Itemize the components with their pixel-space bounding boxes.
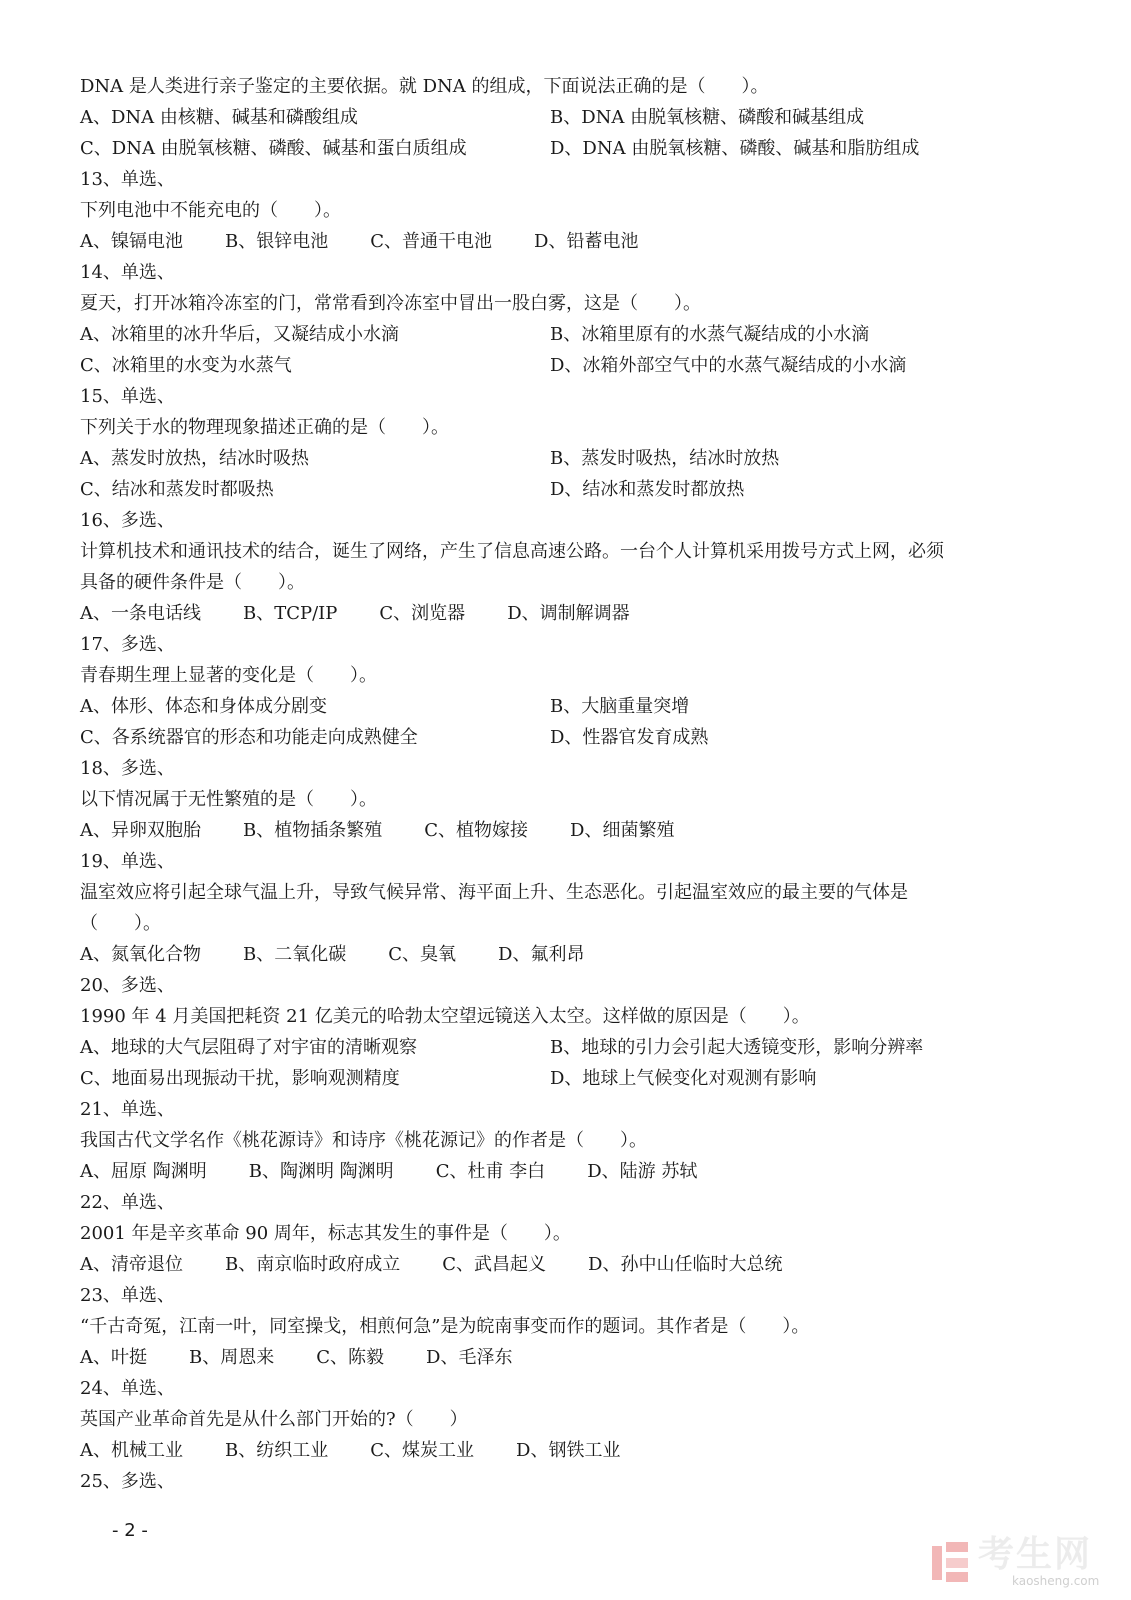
page-number: - 2 - [112,1520,148,1541]
option-b: B、南京临时政府成立 [225,1254,401,1275]
option-b: B、银锌电池 [225,231,329,252]
question-list [80,71,1040,1497]
logo-icon [928,1540,972,1584]
option-c: C、各系统器官的形态和功能走向成熟健全 [80,727,418,748]
question-19-options [80,939,1040,970]
option-c: C、结冰和蒸发时都吸热 [80,479,274,500]
option-d: D、冰箱外部空气中的水蒸气凝结成的小水滴 [550,355,907,376]
question-19-stem-line-2: （ ）。 [80,913,161,934]
question-14-options-row-1 [80,319,1040,350]
question-22-heading: 22、单选、 [80,1192,175,1213]
question-18-options [80,815,1040,846]
question-25-heading: 25、多选、 [80,1471,175,1492]
question-16-stem-line-1: 计算机技术和通讯技术的结合，诞生了网络，产生了信息高速公路。一台个人计算机采用拨号方式上网，必须 [80,541,944,562]
option-a: A、氮氧化合物 [80,944,201,965]
question-13-heading: 13、单选、 [80,169,175,190]
option-d: D、氟利昂 [498,944,585,965]
option-d: D、性器官发育成熟 [550,727,709,748]
question-24-options [80,1435,1040,1466]
question-22-stem: 2001 年是辛亥革命 90 周年，标志其发生的事件是（ ）。 [80,1223,571,1244]
option-d: D、铅蓄电池 [534,231,639,252]
option-b: B、冰箱里原有的水蒸气凝结成的小水滴 [550,324,870,345]
question-17-stem: 青春期生理上显著的变化是（ ）。 [80,665,377,686]
question-23-heading: 23、单选、 [80,1285,175,1306]
question-22-options [80,1249,1040,1280]
question-24-heading: 24、单选、 [80,1378,175,1399]
question-18-heading: 18、多选、 [80,758,175,779]
option-c: C、植物嫁接 [424,820,529,841]
option-a: A、机械工业 [80,1440,183,1461]
option-d: D、结冰和蒸发时都放热 [550,479,745,500]
option-d: D、细菌繁殖 [570,820,675,841]
question-17-options-row-1 [80,691,1040,722]
question-15-options-row-2 [80,474,1040,505]
question-21-options [80,1156,1040,1187]
question-12-stem: DNA 是人类进行亲子鉴定的主要依据。就 DNA 的组成，下面说法正确的是（ ）。 [80,76,769,97]
logo-text: 考生网 [978,1534,1093,1575]
question-13-stem: 下列电池中不能充电的（ ）。 [80,200,341,221]
question-21-heading: 21、单选、 [80,1099,175,1120]
option-b: B、蒸发时吸热，结冰时放热 [550,448,780,469]
option-d: D、DNA 由脱氧核糖、磷酸、碱基和脂肪组成 [550,138,920,159]
option-b: B、植物插条繁殖 [243,820,383,841]
question-16-options [80,598,1040,629]
option-b: B、TCP/IP [243,603,338,624]
question-20-options-row-2 [80,1063,1040,1094]
option-c: C、陈毅 [316,1347,385,1368]
option-b: B、大脑重量突增 [550,696,690,717]
option-c: C、杜甫 李白 [435,1161,546,1182]
question-20-stem: 1990 年 4 月美国把耗资 21 亿美元的哈勃太空望远镜送入太空。这样做的原因是（ ）。 [80,1006,810,1027]
option-a: A、异卵双胞胎 [80,820,201,841]
question-20-options-row-1 [80,1032,1040,1063]
option-b: B、DNA 由脱氧核糖、磷酸和碱基组成 [550,107,865,128]
option-d: D、陆游 苏轼 [587,1161,698,1182]
option-a: A、屈原 陶渊明 [80,1161,207,1182]
option-c: C、臭氧 [388,944,457,965]
question-19-heading: 19、单选、 [80,851,175,872]
question-14-options-row-2 [80,350,1040,381]
question-15-stem: 下列关于水的物理现象描述正确的是（ ）。 [80,417,449,438]
option-c: C、DNA 由脱氧核糖、磷酸、碱基和蛋白质组成 [80,138,467,159]
question-15-heading: 15、单选、 [80,386,175,407]
option-b: B、周恩来 [189,1347,275,1368]
option-a: A、一条电话线 [80,603,201,624]
question-19-stem-line-1: 温室效应将引起全球气温上升，导致气候异常、海平面上升、生态恶化。引起温室效应的最主要的气体是 [80,882,908,903]
option-b: B、纺织工业 [225,1440,329,1461]
option-c: C、地面易出现振动干扰，影响观测精度 [80,1068,400,1089]
question-14-heading: 14、单选、 [80,262,175,283]
question-21-stem: 我国古代文学名作《桃花源诗》和诗序《桃花源记》的作者是（ ）。 [80,1130,647,1151]
option-c: C、武昌起义 [442,1254,547,1275]
question-15-options-row-1 [80,443,1040,474]
question-18-stem: 以下情况属于无性繁殖的是（ ）。 [80,789,377,810]
option-d: D、毛泽东 [426,1347,513,1368]
question-23-options [80,1342,1040,1373]
option-b: B、二氧化碳 [243,944,347,965]
question-14-stem: 夏天，打开冰箱冷冻室的门，常常看到冷冻室中冒出一股白雾，这是（ ）。 [80,293,701,314]
option-a: A、清帝退位 [80,1254,183,1275]
option-d: D、调制解调器 [507,603,630,624]
question-12-options-row-1 [80,102,1040,133]
question-16-heading: 16、多选、 [80,510,175,531]
question-17-heading: 17、多选、 [80,634,175,655]
question-16-stem-line-2: 具备的硬件条件是（ ）。 [80,572,305,593]
logo-url: kaosheng.com [1012,1574,1100,1588]
question-24-stem: 英国产业革命首先是从什么部门开始的?（ ） [80,1409,468,1430]
option-d: D、孙中山任临时大总统 [588,1254,783,1275]
question-20-heading: 20、多选、 [80,975,175,996]
option-a: A、体形、体态和身体成分剧变 [80,696,327,717]
option-a: A、蒸发时放热，结冰时吸热 [80,448,309,469]
option-d: D、钢铁工业 [516,1440,621,1461]
option-a: A、DNA 由核糖、碱基和磷酸组成 [80,107,358,128]
question-17-options-row-2 [80,722,1040,753]
option-c: C、普通干电池 [370,231,493,252]
option-b: B、陶渊明 陶渊明 [248,1161,394,1182]
site-watermark-logo [928,1528,1128,1596]
option-a: A、地球的大气层阻碍了对宇宙的清晰观察 [80,1037,417,1058]
question-23-stem: “千古奇冤，江南一叶，同室操戈，相煎何急”是为皖南事变而作的题词。其作者是（ ）。 [80,1316,810,1337]
question-12-options-row-2 [80,133,1040,164]
question-13-options [80,226,1040,257]
option-d: D、地球上气候变化对观测有影响 [550,1068,817,1089]
option-c: C、浏览器 [379,603,466,624]
option-a: A、叶挺 [80,1347,147,1368]
option-c: C、冰箱里的水变为水蒸气 [80,355,292,376]
option-c: C、煤炭工业 [370,1440,475,1461]
option-a: A、冰箱里的冰升华后，又凝结成小水滴 [80,324,399,345]
option-b: B、地球的引力会引起大透镜变形，影响分辨率 [550,1037,924,1058]
option-a: A、镍镉电池 [80,231,183,252]
